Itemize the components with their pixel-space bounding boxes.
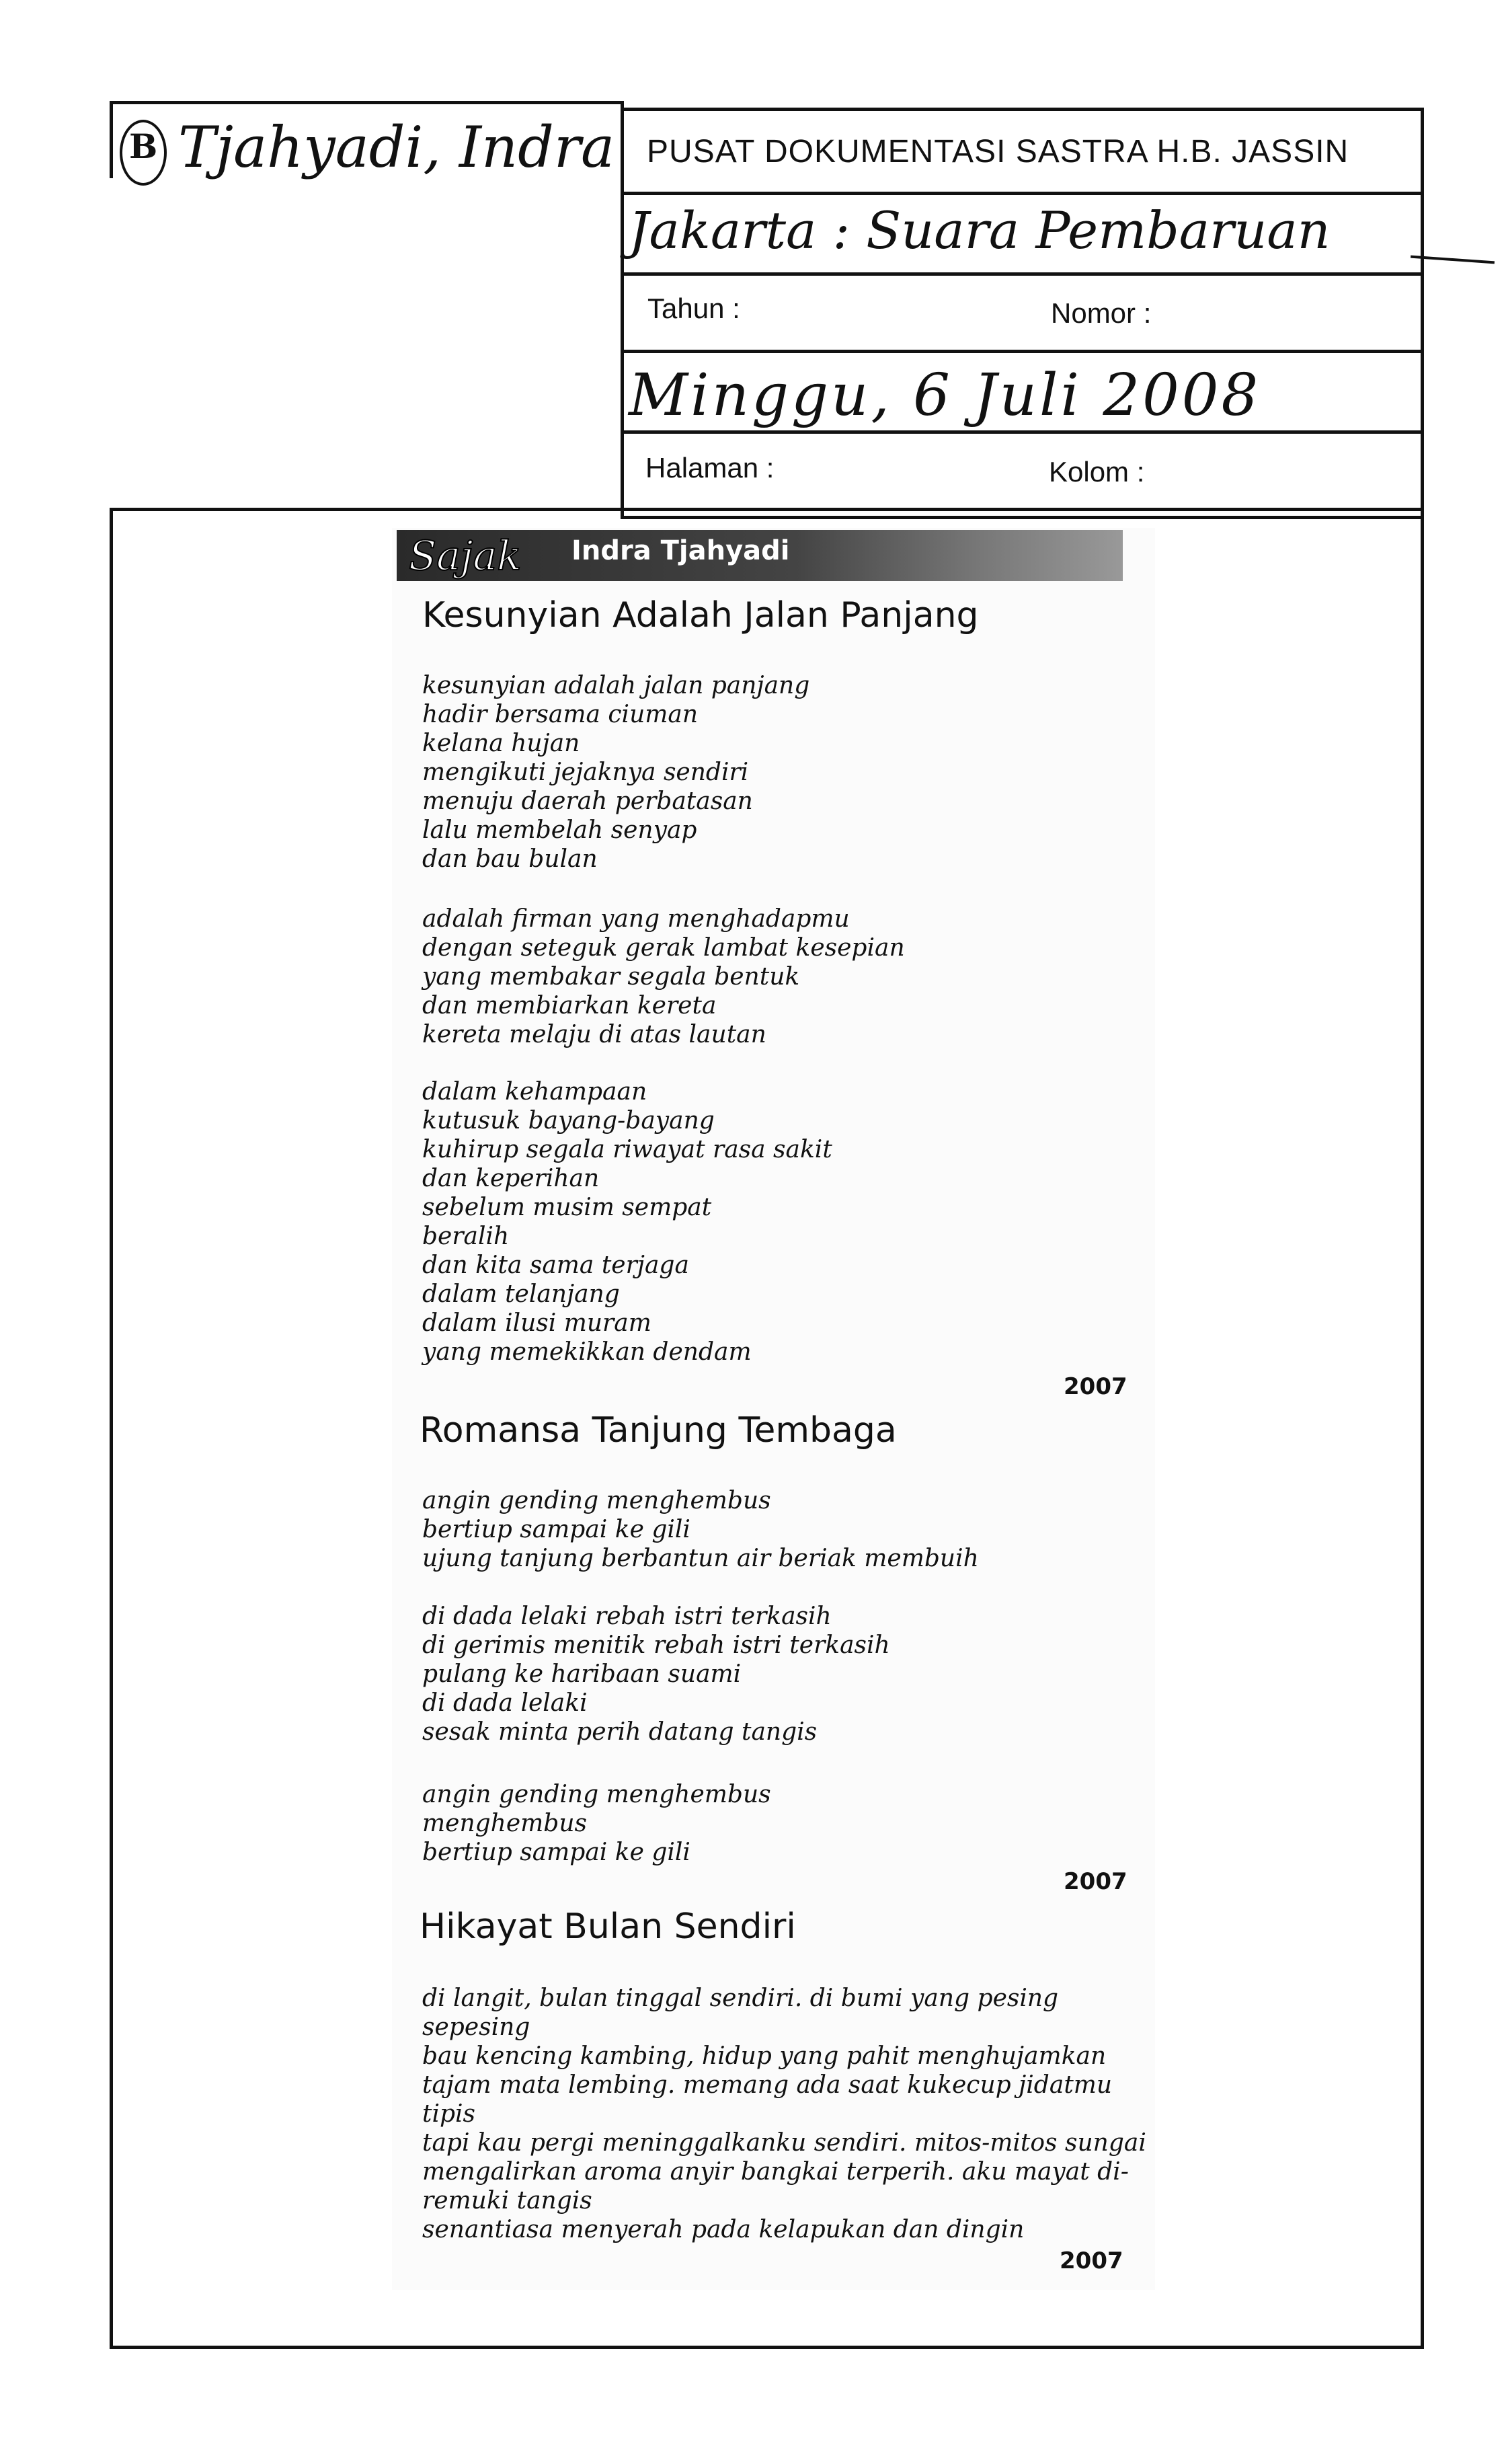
poem-line: senantiasa menyerah pada kelapukan dan dingin — [422, 2216, 1025, 2243]
poem-line: dengan seteguk gerak lambat kesepian — [422, 934, 905, 962]
poem-line: menghembus — [422, 1810, 588, 1837]
poem-line: dan bau bulan — [422, 845, 598, 873]
institution-name: PUSAT DOKUMENTASI SASTRA H.B. JASSIN — [647, 134, 1349, 169]
poem-line: sesak minta perih datang tangis — [422, 1718, 818, 1746]
poem-line: di dada lelaki — [422, 1689, 588, 1717]
poem-line: tipis — [422, 2100, 476, 2128]
handwritten-source: Jakarta : Suara Pembaruan — [629, 200, 1331, 260]
poem-line: di gerimis menitik rebah istri terkasih — [422, 1631, 890, 1659]
poem-line: hadir bersama ciuman — [422, 701, 699, 728]
poem-year: 2007 — [1064, 1868, 1127, 1895]
poem-year: 2007 — [1060, 2247, 1123, 2274]
form-divider-2 — [621, 272, 1424, 276]
poem-line: tapi kau pergi meninggalkanku sendiri. mitos-mitos sungai — [422, 2129, 1146, 2157]
poem-line: mengikuti jejaknya sendiri — [422, 759, 749, 786]
poem-line: kesunyian adalah jalan panjang — [422, 672, 810, 699]
nomor-label: Nomor : — [1051, 297, 1152, 329]
poem-line: dalam kehampaan — [422, 1078, 647, 1106]
poem-line: pulang ke haribaan suami — [422, 1660, 742, 1688]
poem-line: di dada lelaki rebah istri terkasih — [422, 1603, 832, 1630]
form-divider-1 — [621, 192, 1424, 195]
poem-line: angin gending menghembus — [422, 1487, 771, 1514]
form-divider-3 — [621, 350, 1424, 353]
form-divider-4 — [621, 430, 1424, 434]
poem-line: mengalirkan aroma anyir bangkai terperih. aku mayat di- — [422, 2158, 1129, 2186]
halaman-label: Halaman : — [645, 452, 775, 484]
poem-line: tajam mata lembing. memang ada saat kukecup jidatmu — [422, 2071, 1113, 2099]
poem-stanza — [422, 1486, 979, 1573]
poem-line: bau kencing kambing, hidup yang pahit menghujamkan — [422, 2042, 1107, 2070]
handwritten-date: Minggu, 6 Juli 2008 — [629, 362, 1261, 429]
poem-line: angin gending menghembus — [422, 1781, 771, 1808]
author-mark: B — [129, 126, 158, 166]
poem-title: Hikayat Bulan Sendiri — [420, 1907, 796, 1947]
poem-line: dan keperihan — [422, 1165, 600, 1192]
poem-line: di langit, bulan tinggal sendiri. di bumi yang pesing — [422, 1985, 1059, 2012]
poem-line: kuhirup segala riwayat rasa sakit — [422, 1136, 832, 1163]
poem-line: yang membakar segala bentuk — [422, 963, 800, 991]
poem-line: dan kita sama terjaga — [422, 1252, 689, 1279]
poem-year: 2007 — [1064, 1373, 1127, 1400]
poem-line: yang memekikkan dendam — [422, 1338, 752, 1366]
poem-line: menuju daerah perbatasan — [422, 787, 753, 815]
poem-line: beralih — [422, 1223, 510, 1250]
poem-line: sepesing — [422, 2013, 530, 2041]
poem-title: Romansa Tanjung Tembaga — [420, 1410, 897, 1451]
poem-line: adalah firman yang menghadapmu — [422, 905, 850, 933]
poem-line: dalam telanjang — [422, 1280, 620, 1308]
poem-line: dan membiarkan kereta — [422, 992, 717, 1019]
tahun-label: Tahun : — [647, 293, 740, 324]
poem-line: remuki tangis — [422, 2187, 592, 2215]
poem-line: ujung tanjung berbantun air beriak membuih — [422, 1545, 979, 1572]
poem-stanza — [422, 1780, 771, 1867]
poem-line: kereta melaju di atas lautan — [422, 1021, 766, 1048]
poem-title: Kesunyian Adalah Jalan Panjang — [422, 595, 979, 636]
poem-line: bertiup sampai ke gili — [422, 1516, 690, 1543]
poem-line: kelana hujan — [422, 730, 580, 757]
poem-stanza — [422, 904, 905, 1049]
poem-line: lalu membelah senyap — [422, 816, 697, 844]
poem-line: kutusuk bayang-bayang — [422, 1107, 715, 1134]
poem-line: sebelum musim sempat — [422, 1194, 712, 1221]
poem-line: bertiup sampai ke gili — [422, 1839, 690, 1866]
poem-line: dalam ilusi muram — [422, 1309, 651, 1337]
rubric-banner — [397, 530, 1123, 581]
poem-stanza — [422, 671, 809, 874]
handwritten-author: Tjahyadi, Indra — [178, 114, 615, 180]
poem-stanza — [422, 1984, 1146, 2244]
poem-stanza — [422, 1602, 890, 1746]
kolom-label: Kolom : — [1049, 456, 1145, 488]
rubric-logo: Sajak — [409, 533, 522, 580]
poem-stanza — [422, 1077, 832, 1366]
rubric-author: Indra Tjahyadi — [571, 535, 790, 566]
